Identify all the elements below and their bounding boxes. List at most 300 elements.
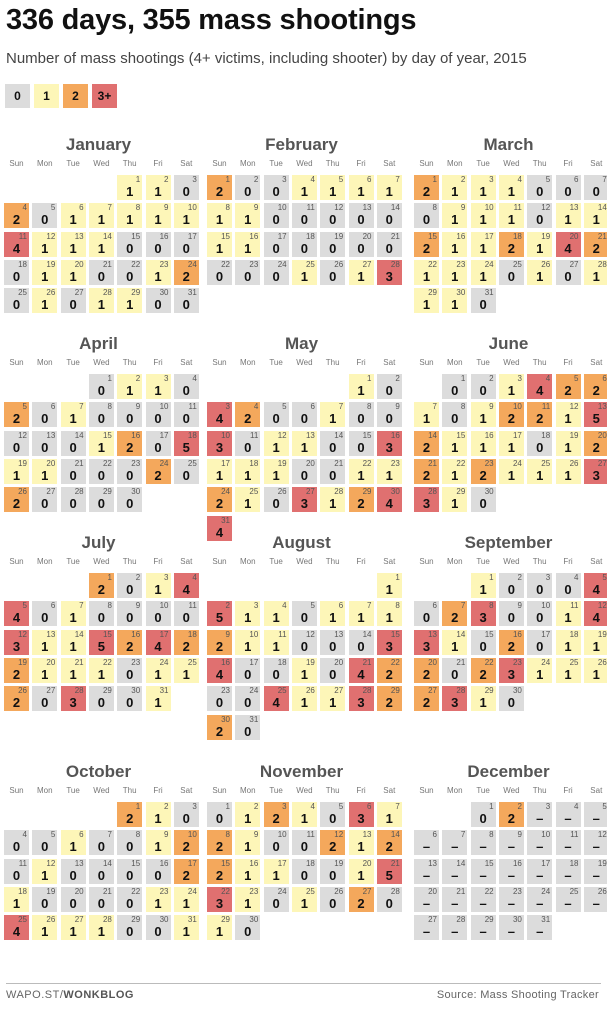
shooting-count: 1 (357, 610, 365, 626)
shooting-count: 0 (536, 638, 544, 654)
day-cell (207, 859, 232, 884)
day-cell (32, 658, 57, 683)
legend-item-2: 2 (63, 84, 88, 108)
shooting-count: 0 (507, 268, 515, 284)
day-number: 10 (159, 402, 169, 412)
shooting-count: 1 (69, 240, 77, 256)
shooting-count: 0 (300, 240, 308, 256)
day-number: 17 (159, 629, 169, 639)
shooting-count: 1 (357, 268, 365, 284)
day-cell (499, 830, 524, 855)
day-number: 16 (484, 430, 494, 440)
day-number: 1 (107, 374, 112, 383)
day-number: 24 (187, 886, 197, 896)
day-number: 4 (192, 374, 197, 383)
shooting-count: – (451, 867, 459, 883)
day-number: 10 (277, 830, 287, 840)
shooting-count: 4 (12, 924, 21, 940)
footer-credit-prefix: WAPO.ST/ (6, 989, 64, 1001)
shooting-count: – (564, 895, 572, 911)
shooting-count: 0 (154, 297, 162, 313)
day-cell (414, 601, 439, 626)
month-january (4, 135, 197, 365)
day-cell (527, 601, 552, 626)
day-cell (4, 431, 29, 456)
shooting-count: 0 (215, 695, 224, 711)
day-number: 16 (512, 629, 522, 639)
shooting-count: 0 (69, 467, 77, 483)
day-cell (499, 459, 524, 484)
day-cell (264, 260, 289, 285)
day-number: 18 (305, 231, 315, 241)
day-number: 1 (135, 175, 141, 184)
day-number: 8 (225, 830, 230, 840)
day-cell (146, 175, 171, 200)
day-number: 28 (456, 915, 466, 925)
shooting-count: 0 (300, 638, 308, 654)
day-number: 29 (390, 686, 400, 696)
day-cell (349, 260, 374, 285)
day-cell (117, 630, 142, 655)
day-cell (349, 601, 374, 626)
day-number: 15 (456, 430, 466, 440)
shooting-count: 0 (154, 924, 162, 940)
day-cell (471, 658, 496, 683)
day-cell (442, 175, 467, 200)
day-cell (4, 402, 29, 427)
day-cell (556, 431, 581, 456)
shooting-count: 0 (385, 212, 393, 228)
weekday-label: Thu (122, 786, 137, 795)
shooting-count: 1 (69, 924, 77, 940)
shooting-count: 1 (479, 582, 487, 597)
day-number: 4 (192, 573, 197, 582)
day-number: 4 (253, 402, 259, 412)
day-number: 15 (102, 430, 112, 440)
shooting-count: 0 (272, 666, 280, 682)
shooting-count: 1 (154, 895, 162, 911)
shooting-count: 1 (451, 240, 459, 256)
day-cell (527, 573, 552, 598)
day-cell (235, 402, 260, 427)
shooting-count: 1 (422, 411, 431, 427)
day-number: 1 (432, 175, 437, 184)
day-cell (442, 630, 467, 655)
shooting-count: 0 (69, 867, 77, 883)
day-number: 3 (517, 374, 522, 383)
day-cell (61, 630, 86, 655)
shooting-count: 1 (154, 184, 162, 199)
day-cell (117, 288, 142, 313)
day-cell (61, 915, 86, 940)
shooting-count: – (451, 895, 459, 911)
day-number: 7 (107, 203, 112, 213)
day-cell (499, 686, 524, 711)
day-number: 13 (428, 629, 437, 639)
shooting-count: 0 (12, 439, 21, 455)
shooting-count: 0 (126, 582, 134, 597)
shooting-count: 1 (272, 467, 280, 483)
day-cell (207, 915, 232, 940)
day-cell (584, 459, 607, 484)
shooting-count: – (479, 839, 487, 855)
day-number: 31 (541, 915, 551, 925)
day-cell (61, 431, 86, 456)
shooting-count: 4 (12, 610, 21, 626)
day-cell (377, 859, 402, 884)
day-number: 25 (249, 487, 259, 497)
day-number: 27 (597, 458, 607, 468)
day-cell (207, 487, 232, 512)
shooting-count: 1 (536, 666, 544, 682)
day-cell (32, 431, 57, 456)
day-cell (584, 601, 607, 626)
shooting-count: 1 (451, 184, 459, 199)
weekday-label: Fri (563, 557, 573, 566)
day-cell (471, 203, 496, 228)
day-number: 10 (221, 430, 230, 440)
shooting-count: 0 (300, 212, 308, 228)
day-number: 14 (102, 858, 112, 868)
shooting-count: 2 (215, 184, 224, 199)
day-cell (471, 802, 496, 827)
shooting-count: 2 (422, 666, 431, 682)
day-number: 30 (159, 915, 169, 925)
day-cell (499, 203, 524, 228)
shooting-count: 2 (182, 268, 190, 284)
day-number: 3 (545, 802, 551, 811)
day-number: 14 (390, 203, 400, 213)
day-cell (442, 830, 467, 855)
day-cell (349, 630, 374, 655)
day-number: 24 (277, 886, 287, 896)
day-cell (556, 374, 581, 399)
month-name: December (467, 762, 550, 781)
day-number: 17 (512, 430, 522, 440)
day-number: 14 (428, 430, 437, 440)
weekday-label: Sun (212, 358, 227, 367)
month-october (4, 762, 197, 992)
weekday-label: Mon (240, 159, 256, 168)
shooting-count: 3 (592, 467, 600, 483)
day-cell (117, 887, 142, 912)
weekday-label: Thu (532, 159, 547, 168)
weekday-label: Fri (153, 557, 163, 566)
day-cell (527, 203, 552, 228)
day-number: 6 (310, 402, 315, 412)
shooting-count: 1 (300, 268, 308, 284)
day-number: 1 (225, 802, 230, 811)
day-cell (471, 487, 496, 512)
day-number: 11 (249, 430, 259, 440)
day-cell (471, 830, 496, 855)
day-cell (414, 402, 439, 427)
weekday-label: Wed (503, 159, 520, 168)
day-cell (61, 260, 86, 285)
day-number: 20 (569, 231, 579, 241)
day-cell (584, 859, 607, 884)
day-cell (527, 802, 552, 827)
footer-divider (6, 983, 601, 984)
day-number: 17 (277, 231, 287, 241)
shooting-count: 1 (12, 895, 21, 911)
shooting-count: 2 (215, 723, 224, 739)
shooting-count: 0 (97, 411, 105, 427)
day-number: 9 (489, 402, 494, 412)
shooting-count: 2 (12, 496, 21, 512)
weekday-label: Fri (563, 358, 573, 367)
weekday-label: Sat (180, 358, 193, 367)
day-number: 23 (512, 657, 522, 667)
weekday-label: Tue (66, 358, 80, 367)
day-number: 21 (334, 458, 344, 468)
day-cell (235, 601, 260, 626)
day-cell (146, 260, 171, 285)
shooting-count: 1 (357, 184, 365, 199)
shooting-count: 1 (182, 666, 190, 682)
day-number: 31 (187, 915, 197, 925)
day-cell (89, 431, 114, 456)
weekday-label: Wed (296, 159, 313, 168)
day-cell (117, 374, 142, 399)
shooting-count: 3 (479, 610, 487, 626)
day-cell (32, 915, 57, 940)
day-number: 17 (541, 858, 551, 868)
day-number: 11 (513, 203, 522, 213)
day-number: 22 (390, 657, 400, 667)
day-number: 25 (305, 259, 315, 269)
day-cell (32, 402, 57, 427)
day-cell (442, 232, 467, 257)
weekday-label: Thu (122, 159, 137, 168)
day-cell (320, 887, 345, 912)
day-cell (264, 459, 289, 484)
shooting-count: 1 (479, 695, 487, 711)
day-number: 12 (597, 601, 607, 611)
day-cell (146, 288, 171, 313)
shooting-count: 0 (126, 867, 134, 883)
day-number: 11 (188, 601, 197, 611)
shooting-count: 2 (536, 411, 544, 427)
day-number: 10 (187, 830, 197, 840)
day-cell (584, 573, 607, 598)
day-number: 11 (570, 601, 579, 611)
shooting-count: 2 (272, 811, 280, 826)
day-number: 2 (135, 374, 141, 383)
shooting-count: 1 (592, 638, 600, 654)
day-cell (377, 232, 402, 257)
shooting-count: 0 (272, 184, 280, 199)
day-number: 2 (225, 601, 230, 611)
shooting-count: 0 (41, 839, 49, 855)
shooting-count: 0 (154, 240, 162, 256)
day-number: 28 (362, 686, 372, 696)
day-cell (89, 658, 114, 683)
shooting-count: 1 (244, 867, 252, 883)
day-cell (349, 374, 374, 399)
day-cell (117, 260, 142, 285)
weekday-label: Fri (153, 786, 163, 795)
shooting-count: 2 (215, 839, 224, 855)
day-number: 2 (395, 374, 400, 383)
shooting-count: 0 (41, 439, 49, 455)
day-number: 4 (22, 830, 27, 840)
month-august (207, 533, 400, 763)
day-number: 13 (46, 430, 56, 440)
day-cell (442, 487, 467, 512)
day-cell (471, 573, 496, 598)
day-cell (556, 260, 581, 285)
shooting-count: 3 (385, 268, 393, 284)
shooting-count: 1 (564, 411, 572, 427)
shooting-count: 0 (329, 240, 337, 256)
day-cell (584, 887, 607, 912)
month-june (414, 334, 607, 564)
day-cell (174, 431, 199, 456)
day-cell (292, 203, 317, 228)
shooting-count: 2 (385, 666, 393, 682)
month-name: September (464, 533, 553, 552)
day-cell (499, 402, 524, 427)
day-cell (527, 859, 552, 884)
day-number: 25 (569, 886, 579, 896)
day-cell (61, 887, 86, 912)
day-number: 7 (460, 601, 466, 611)
day-number: 18 (512, 231, 522, 241)
day-number: 12 (46, 231, 56, 241)
day-cell (377, 260, 402, 285)
shooting-count: 0 (244, 666, 252, 682)
shooting-count: 1 (451, 467, 459, 483)
day-number: 30 (512, 915, 522, 925)
day-cell (527, 232, 552, 257)
day-cell (89, 630, 114, 655)
day-cell (4, 859, 29, 884)
shooting-count: 0 (479, 496, 487, 512)
day-cell (4, 260, 29, 285)
day-number: 26 (597, 657, 607, 667)
day-cell (264, 830, 289, 855)
day-cell (584, 431, 607, 456)
shooting-count: 0 (329, 268, 337, 284)
day-cell (117, 859, 142, 884)
month-name: January (65, 135, 132, 154)
day-cell (499, 802, 524, 827)
day-number: 27 (362, 886, 372, 896)
day-cell (174, 232, 199, 257)
shooting-count: 3 (357, 811, 365, 826)
day-cell (235, 232, 260, 257)
day-cell (146, 601, 171, 626)
shooting-count: 0 (97, 610, 105, 626)
day-cell (442, 601, 467, 626)
shooting-count: 2 (507, 811, 515, 826)
shooting-count: 4 (536, 383, 544, 398)
day-cell (146, 830, 171, 855)
day-cell (584, 374, 607, 399)
shooting-count: 0 (244, 184, 252, 199)
month-name: April (79, 334, 118, 353)
day-number: 28 (456, 686, 466, 696)
day-number: 26 (305, 686, 315, 696)
day-number: 7 (395, 175, 400, 184)
day-cell (207, 431, 232, 456)
day-number: 8 (135, 203, 141, 213)
day-cell (146, 232, 171, 257)
shooting-count: 0 (182, 297, 190, 313)
day-number: 14 (102, 231, 112, 241)
weekday-label: Mon (447, 557, 463, 566)
shooting-count: 0 (329, 467, 337, 483)
shooting-count: 2 (357, 895, 365, 911)
shooting-count: 1 (451, 439, 459, 455)
shooting-count: 0 (154, 867, 162, 883)
day-cell (377, 402, 402, 427)
day-number: 5 (574, 374, 579, 383)
day-number: 23 (249, 886, 259, 896)
day-number: 5 (22, 601, 27, 611)
day-cell (146, 459, 171, 484)
day-cell (264, 402, 289, 427)
shooting-count: 3 (300, 496, 308, 512)
shooting-count: 0 (329, 811, 337, 826)
day-cell (117, 915, 142, 940)
day-number: 17 (541, 629, 551, 639)
day-number: 5 (602, 573, 607, 582)
shooting-count: 3 (69, 695, 77, 711)
day-cell (377, 203, 402, 228)
day-cell (264, 203, 289, 228)
day-cell (174, 859, 199, 884)
shooting-count: 1 (479, 212, 487, 228)
day-number: 23 (131, 458, 141, 468)
shooting-count: – (422, 895, 431, 911)
weekday-label: Wed (296, 557, 313, 566)
day-number: 30 (221, 714, 230, 724)
day-number: 19 (334, 231, 344, 241)
shooting-count: 1 (182, 212, 190, 228)
shooting-count: 1 (244, 895, 252, 911)
day-cell (414, 487, 439, 512)
shooting-count: 0 (536, 212, 544, 228)
day-cell (174, 402, 199, 427)
shooting-count: 3 (215, 439, 224, 455)
day-cell (320, 459, 345, 484)
shooting-count: 1 (300, 439, 308, 455)
shooting-count: 0 (244, 695, 252, 711)
day-number: 10 (249, 629, 259, 639)
day-number: 15 (484, 629, 494, 639)
day-number: 9 (164, 203, 169, 213)
shooting-count: 1 (479, 240, 487, 256)
shooting-count: – (536, 895, 544, 911)
chart-subtitle: Number of mass shootings (4+ victims, including shooter) by day of year, 2015 (6, 50, 527, 67)
weekday-label: Mon (37, 786, 53, 795)
weekday-label: Mon (447, 159, 463, 168)
day-cell (414, 459, 439, 484)
shooting-count: 1 (536, 467, 544, 483)
day-number: 14 (362, 629, 372, 639)
shooting-count: 0 (300, 867, 308, 883)
shooting-count: 4 (154, 638, 162, 654)
day-cell (207, 175, 232, 200)
weekday-label: Mon (240, 557, 256, 566)
day-cell (499, 915, 524, 940)
day-cell (320, 402, 345, 427)
day-number: 17 (484, 231, 494, 241)
day-cell (471, 260, 496, 285)
shooting-count: 0 (97, 467, 105, 483)
